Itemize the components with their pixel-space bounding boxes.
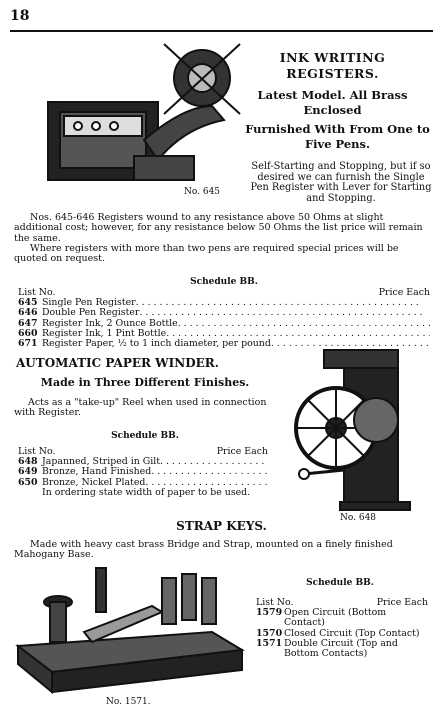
paragraph-special-prices: Where registers with more than two pens are required special prices will be quoted on request. (14, 243, 399, 265)
schedule-heading: Schedule BB. (111, 431, 179, 441)
list-header: List No. Price Each (256, 597, 428, 608)
paper-winder-illustration (284, 344, 434, 522)
list-item: 649 Bronze, Hand Finished . . . (18, 467, 268, 477)
schedule-heading: Schedule BB. (306, 578, 374, 588)
section-title-ink-registers: INK WRITING REGISTERS. (279, 50, 386, 81)
list-header: List No. Price Each (18, 446, 268, 457)
ink-register-illustration (34, 36, 244, 198)
list-item: 1571 Double Circuit (Top and Bottom Contacts) (256, 637, 398, 660)
page-number: 18 (10, 8, 30, 24)
list-item: 648 Japanned, Striped in Gilt . . . (18, 457, 268, 467)
list-header: List No. Price Each (18, 287, 430, 298)
price-list-registers (18, 288, 430, 349)
list-item: 645 Single Pen Register . . . (18, 298, 430, 308)
order-note: In ordering state width of paper to be used. (42, 486, 251, 498)
paper-winder-intro: Acts as a "take-up" Reel when used in connection with Register. (14, 397, 267, 419)
price-list-strap-keys (256, 598, 428, 659)
strap-key-caption: No. 1571. (106, 697, 151, 707)
list-item: 660 Register Ink, 1 Pint Bottle . . . (18, 329, 430, 339)
ink-register-caption: No. 645 (184, 187, 221, 197)
list-item: 650 Bronze, Nickel Plated . . . (18, 478, 268, 488)
paper-winder-caption: No. 648 (340, 513, 377, 522)
list-item: 1570 Closed Circuit (Top Contact) (256, 627, 420, 639)
list-item: 671 Register Paper, ½ to 1 inch diameter, per pound . . . (18, 339, 430, 349)
section-subtitle-pens: Furnished With From One to Five Pens. (245, 122, 430, 151)
section-subtitle-finishes: Made in Three Different Finishes. (40, 376, 250, 389)
section-title-strap-keys: STRAP KEYS. (176, 519, 267, 533)
strap-keys-intro: Made with heavy cast brass Bridge and Strap, mounted on a finely finished Mahogany Base. (14, 539, 393, 561)
section-title-paper-winder: AUTOMATIC PAPER WINDER. (16, 356, 219, 370)
header-rule (10, 30, 433, 32)
strap-key-illustration (12, 562, 248, 708)
price-list-winders (18, 447, 268, 498)
list-item: 647 Register Ink, 2 Ounce Bottle . . . (18, 319, 430, 329)
schedule-heading: Schedule BB. (190, 277, 258, 287)
list-item: 646 Double Pen Register . . . (18, 308, 430, 318)
section-intro: Self-Starting and Stopping, but if so desired we can furnish the Single Pen Register with Lever for Starting and Stopping. (250, 161, 432, 204)
paragraph-resistance: Nos. 645-646 Registers wound to any resistance above 50 Ohms at slight additional cost; however, for any resistance below 50 Ohms the list price will remain the same. (14, 212, 423, 244)
section-subtitle: Latest Model. All Brass Enclosed (257, 88, 408, 117)
list-item: 1579 Open Circuit (Bottom Contact) (256, 607, 387, 629)
